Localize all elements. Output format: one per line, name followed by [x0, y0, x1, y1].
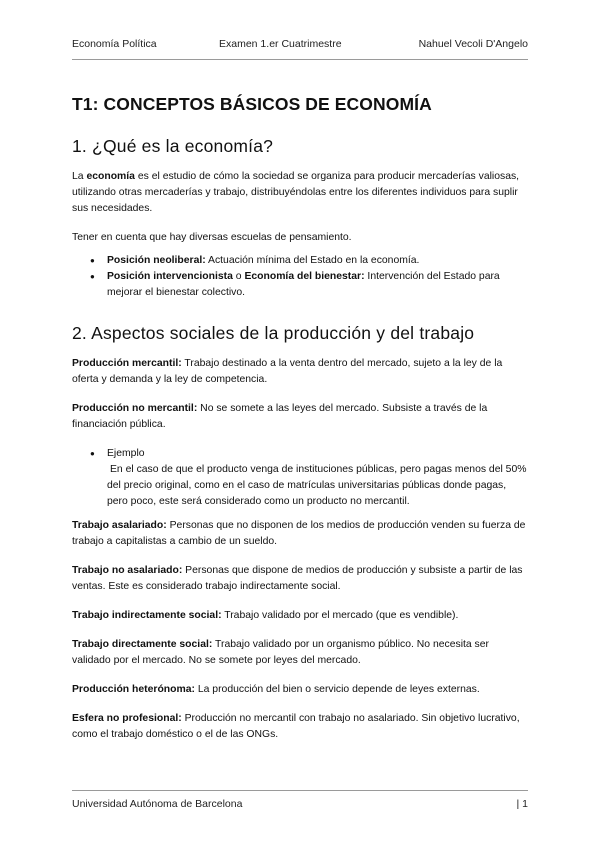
definition-text: Trabajo destinado a la venta dentro del mercado, sujeto a la ley de la oferta y demanda y la ley de competencia.: [72, 358, 503, 385]
bullet-text: Actuación mínima del Estado en la economía.: [205, 255, 420, 266]
positions-list: [90, 253, 528, 301]
list-item: [90, 269, 528, 301]
definition-text: Trabajo validado por el mercado (que es vendible).: [221, 610, 459, 621]
page-footer: [72, 798, 528, 812]
bullet-connector: o: [232, 271, 245, 282]
page-title: T1: CONCEPTOS BÁSICOS DE ECONOMÍA: [72, 94, 432, 114]
definition-paragraph: [72, 637, 528, 669]
definition-paragraph: [72, 401, 528, 433]
definition-text: Personas que no disponen de los medios de producción venden su fuerza de trabajo a capitalistas a cambio de un sueldo.: [72, 520, 526, 547]
page-number: | 1: [516, 798, 528, 810]
definition-term: Trabajo indirectamente social:: [72, 610, 222, 621]
definition-paragraph: [72, 711, 528, 743]
intro-post: es el estudio de cómo la sociedad se organiza para producir mercaderías valiosas, utilizando otras mercaderías y trabajo, distribuyéndolas entre los diferentes individuos para suplir sus necesidades.: [72, 171, 520, 214]
definition-text: La producción del bien o servicio depende de leyes externas.: [194, 684, 480, 695]
definition-term: Trabajo asalariado:: [72, 520, 167, 531]
section-2-heading: 2. Aspectos sociales de la producción y del trabajo: [72, 323, 475, 343]
example-label: Ejemplo: [107, 448, 145, 459]
header-course: Economía Política: [72, 38, 157, 50]
header-divider: [72, 59, 528, 60]
definition-term: Trabajo no asalariado:: [72, 565, 183, 576]
definition-term: Producción mercantil:: [72, 358, 182, 369]
bullet-term: Posición intervencionista: [107, 271, 233, 282]
page-content: [72, 94, 528, 750]
schools-text: Tener en cuenta que hay diversas escuelas de pensamiento.: [72, 232, 352, 243]
example-text: En el caso de que el producto venga de instituciones públicas, pero pagas menos del 50% del precio original, como en el caso de matrículas universitarias públicas donde pagas, pero poco, este será considerado como un producto no mercantil.: [107, 464, 527, 507]
intro-term: economía: [86, 171, 135, 182]
footer-divider: [72, 790, 528, 791]
bullet-term: Economía del bienestar:: [244, 271, 365, 282]
definition-term: Producción no mercantil:: [72, 403, 198, 414]
list-item: [90, 253, 528, 269]
definition-paragraph: [72, 356, 528, 388]
definition-paragraph: [72, 682, 528, 698]
list-item: [90, 446, 528, 510]
footer-university: Universidad Autónoma de Barcelona: [72, 798, 243, 810]
example-list: [90, 446, 528, 510]
header-author: Nahuel Vecoli D'Angelo: [418, 38, 528, 50]
definition-term: Trabajo directamente social:: [72, 639, 213, 650]
page-header: [72, 38, 528, 52]
economy-definition: [72, 169, 528, 217]
bullet-term: Posición neoliberal:: [107, 255, 206, 266]
definition-paragraph: [72, 608, 528, 624]
definition-term: Esfera no profesional:: [72, 713, 182, 724]
definition-text: Trabajo validado por un organismo público. No necesita ser validado por el mercado. No se somete por leyes del mercado.: [72, 639, 489, 666]
definition-text: Producción no mercantil con trabajo no asalariado. Sin objetivo lucrativo, como el trabajo doméstico o el de las ONGs.: [72, 713, 520, 740]
definition-paragraph: [72, 518, 528, 550]
definition-text: Personas que dispone de medios de producción y subsiste a partir de las ventas. Este es considerado trabajo indirectamente social.: [72, 565, 523, 592]
bullet-text: Intervención del Estado para mejorar el bienestar colectivo.: [107, 271, 500, 298]
section-1-heading: 1. ¿Qué es la economía?: [72, 136, 274, 156]
intro-pre: La: [72, 171, 87, 182]
definition-text: No se somete a las leyes del mercado. Subsiste a través de la financiación pública.: [72, 403, 488, 430]
definition-term: Producción heterónoma:: [72, 684, 195, 695]
definition-paragraph: [72, 563, 528, 595]
header-exam: Examen 1.er Cuatrimestre: [219, 38, 342, 50]
